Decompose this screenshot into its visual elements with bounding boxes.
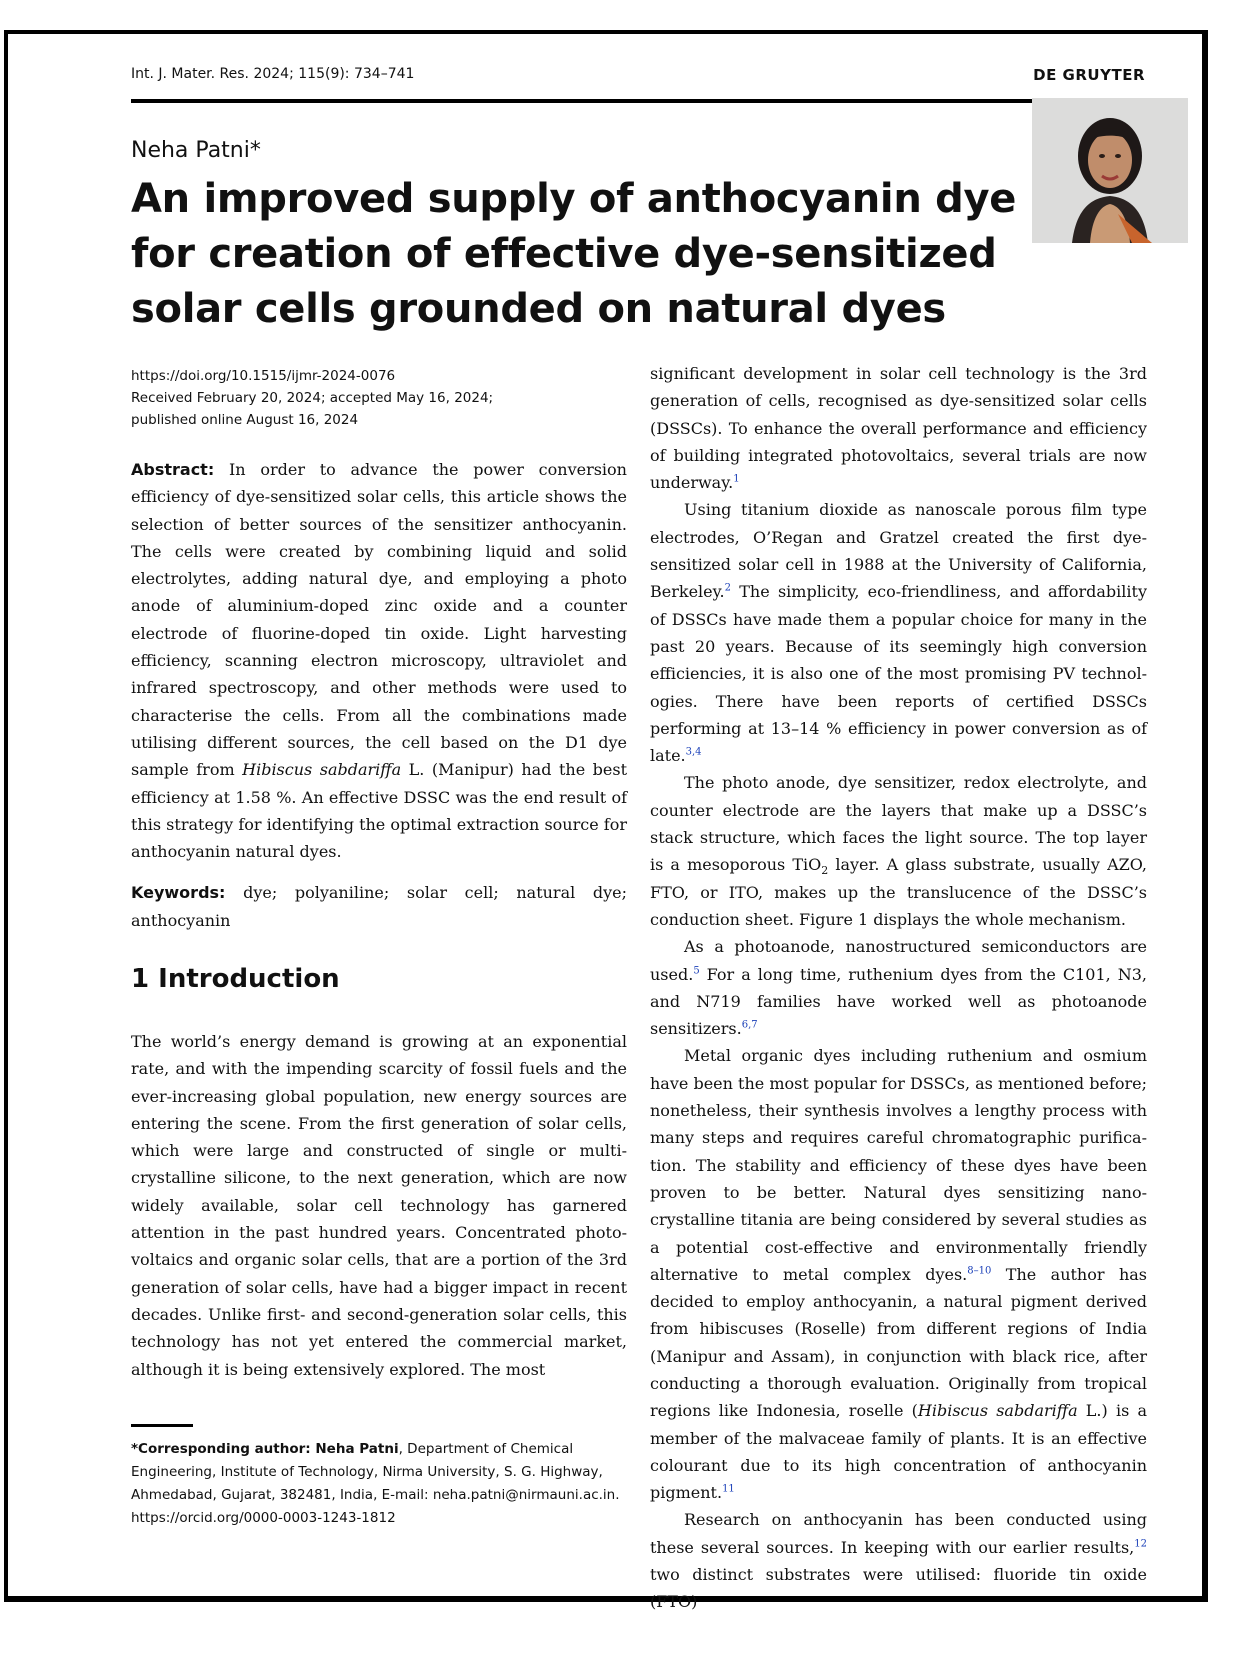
paragraph-1 bbox=[650, 360, 1147, 496]
citation-3-4[interactable]: 3,4 bbox=[685, 746, 702, 758]
p6-text-b: two distinct substrates were utilised: fluoride tin oxide (FTO) bbox=[650, 1565, 1147, 1612]
article-meta bbox=[131, 365, 493, 431]
keywords-label: Keywords: bbox=[131, 883, 226, 903]
citation-8-10[interactable]: 8–10 bbox=[967, 1265, 992, 1277]
header-rule bbox=[131, 99, 1147, 103]
citation-11[interactable]: 11 bbox=[722, 1483, 735, 1495]
p5-text-c: L.) is a member of the malvaceae family of plants. It is an effective colourant due to its high concentration of anthocyanin pigment. bbox=[650, 1401, 1148, 1503]
abstract-label: Abstract: bbox=[131, 460, 215, 479]
abstract-text-a: In order to advance the power conversion efficiency of dye-sensitized solar cells, this article shows the selection of better sources of the sensitizer anthocyanin. The cells were created by combining liquid and solid electrolytes, adding natural dye, and employing a photo anode of aluminium-doped zinc oxide and a counter electrode of fluorine-doped tin oxide. Light harvesting efficiency, scanning electron microscopy, ultraviolet and infrared spectroscopy, and other methods were used to characterise the cells. From all the combinations made utilising different sources, the cell based on the D1 dye sample from bbox=[131, 460, 627, 780]
citation-1[interactable]: 1 bbox=[733, 473, 740, 485]
author-photo bbox=[1032, 98, 1188, 243]
doi-link[interactable]: https://doi.org/10.1515/ijmr-2024-0076 bbox=[131, 368, 396, 384]
right-column bbox=[650, 360, 1147, 1616]
footnote-label: *Corresponding author: Neha Patni bbox=[131, 1441, 399, 1457]
abstract-text-b: L. (Manipur) had the best efficiency at 1.58 %. An effective DSSC was the end result of this strategy for identifying the optimal extraction source for anthocyanin natural dyes. bbox=[131, 760, 627, 862]
p2-text-a: Using titanium dioxide as nanoscale porous film type electrodes, O’Regan and Gratzel created the first dye-sensitized solar cell in 1988 at the University of California, Berkeley. bbox=[650, 500, 1147, 602]
citation-12[interactable]: 12 bbox=[1134, 1538, 1147, 1550]
abstract-block bbox=[131, 456, 627, 934]
author-portrait-image bbox=[1032, 98, 1188, 243]
abstract-species: Hibiscus sabdariffa bbox=[242, 760, 402, 780]
p5-text-b: The author has decided to employ anthocyanin, a natural pigment derived from hibiscuses (Roselle) from different regions of India (Manipur and Assam), in conjunction with black rice, after conducting a thorough evaluation. Originally from tropical regions like Indonesia, roselle ( bbox=[650, 1264, 1147, 1421]
received-date: Received February 20, 2024; accepted May 16, 2024; bbox=[131, 390, 494, 406]
paragraph-3 bbox=[650, 769, 1147, 933]
keywords bbox=[131, 879, 627, 934]
p2-text-b: The simplicity, eco-friendliness, and affordability of DSSCs have made them a popular choice for many in the past 20 years. Because of its seemingly high conversion efficiencies, it is also one of the most promising PV technol-ogies. There have been reports of certified DSSCs performing at 13–14 % efficiency in power conversion as of late. bbox=[650, 582, 1147, 766]
author-name: Neha Patni* bbox=[131, 138, 261, 163]
p6-text-a: Research on anthocyanin has been conducted using these several sources. In keeping with our earlier results, bbox=[650, 1510, 1147, 1557]
citation-5[interactable]: 5 bbox=[693, 965, 700, 977]
corresponding-author-footnote bbox=[131, 1438, 631, 1530]
citation-6-7[interactable]: 6,7 bbox=[741, 1019, 758, 1031]
footnote-text: , Department of Chemical Engineering, Institute of Technology, Nirma University, S. G. Highway, Ahmedabad, Gujarat, 382481, India, E-mail: neha.patni@nirmauni.ac.in. https://orcid.org/0000-0003-1243-1812 bbox=[131, 1441, 620, 1526]
p1-text: significant development in solar cell technology is the 3rd generation of cells, recognised as dye-sensitized solar cells (DSSCs). To enhance the overall performance and efficiency of building integrated photovoltaics, several trials are now underway. bbox=[650, 364, 1147, 493]
paragraph-4 bbox=[650, 933, 1147, 1042]
publisher-name: DE GRUYTER bbox=[1033, 66, 1145, 84]
journal-citation: Int. J. Mater. Res. 2024; 115(9): 734–741 bbox=[131, 66, 415, 82]
intro-paragraph: The world’s energy demand is growing at an exponential rate, and with the impending scarcity of fossil fuels and the ever-increasing global population, new energy sources are entering the scene. From the first generation of solar cells, which were large and constructed of single or multi-crystalline silicone, to the next generation, which are now widely available, solar cell technology has garnered attention in the past hundred years. Concentrated photo-voltaics and organic solar cells, that are a portion of the 3rd generation of solar cells, have had a bigger impact in recent decades. Unlike first- and second-generation solar cells, this technology has not yet entered the commercial market, although it is being extensively explored. The most bbox=[131, 1032, 627, 1379]
paragraph-2 bbox=[650, 496, 1147, 769]
paragraph-6 bbox=[650, 1506, 1147, 1615]
abstract bbox=[131, 456, 627, 865]
keywords-text: dye; polyaniline; solar cell; natural dye; anthocyanin bbox=[131, 883, 627, 930]
p4-text-a: As a photoanode, nanostructured semiconductors are used. bbox=[650, 937, 1147, 984]
p3-text-a: The photo anode, dye sensitizer, redox electrolyte, and counter electrode are the layers that make up a DSSC’s stack structure, which faces the light source. The top layer is a mesoporous TiO bbox=[650, 773, 1147, 875]
paragraph-5 bbox=[650, 1042, 1147, 1506]
tio2-subscript: 2 bbox=[821, 864, 829, 878]
article-title: An improved supply of anthocyanin dye for creation of effective dye-sensitized solar cells grounded on natural dyes bbox=[131, 176, 1017, 332]
section-heading: 1 Introduction bbox=[131, 964, 340, 994]
published-date: published online August 16, 2024 bbox=[131, 412, 359, 428]
p4-text-b: For a long time, ruthenium dyes from the C101, N3, and N719 families have worked well as photoanode sensitizers. bbox=[650, 964, 1147, 1039]
p3-text-b: layer. A glass substrate, usually AZO, FTO, or ITO, makes up the translucence of the DSSC’s conduction sheet. Figure 1 displays the whole mechanism. bbox=[650, 855, 1147, 929]
p5-text-a: Metal organic dyes including ruthenium and osmium have been the most popular for DSSCs, as mentioned before; nonetheless, their synthesis involves a lengthy process with many steps and requires careful chromatographic purifica-tion. The stability and efficiency of these dyes have been proven to be better. Natural dyes sensitizing nano-crystalline titania are being considered by several studies as a potential cost-effective and environmentally friendly alternative to metal complex dyes. bbox=[650, 1046, 1147, 1284]
p5-species: Hibiscus sabdariffa bbox=[917, 1401, 1078, 1421]
citation-2[interactable]: 2 bbox=[724, 583, 731, 595]
intro-column bbox=[131, 1028, 627, 1383]
footnote-rule bbox=[131, 1424, 193, 1427]
